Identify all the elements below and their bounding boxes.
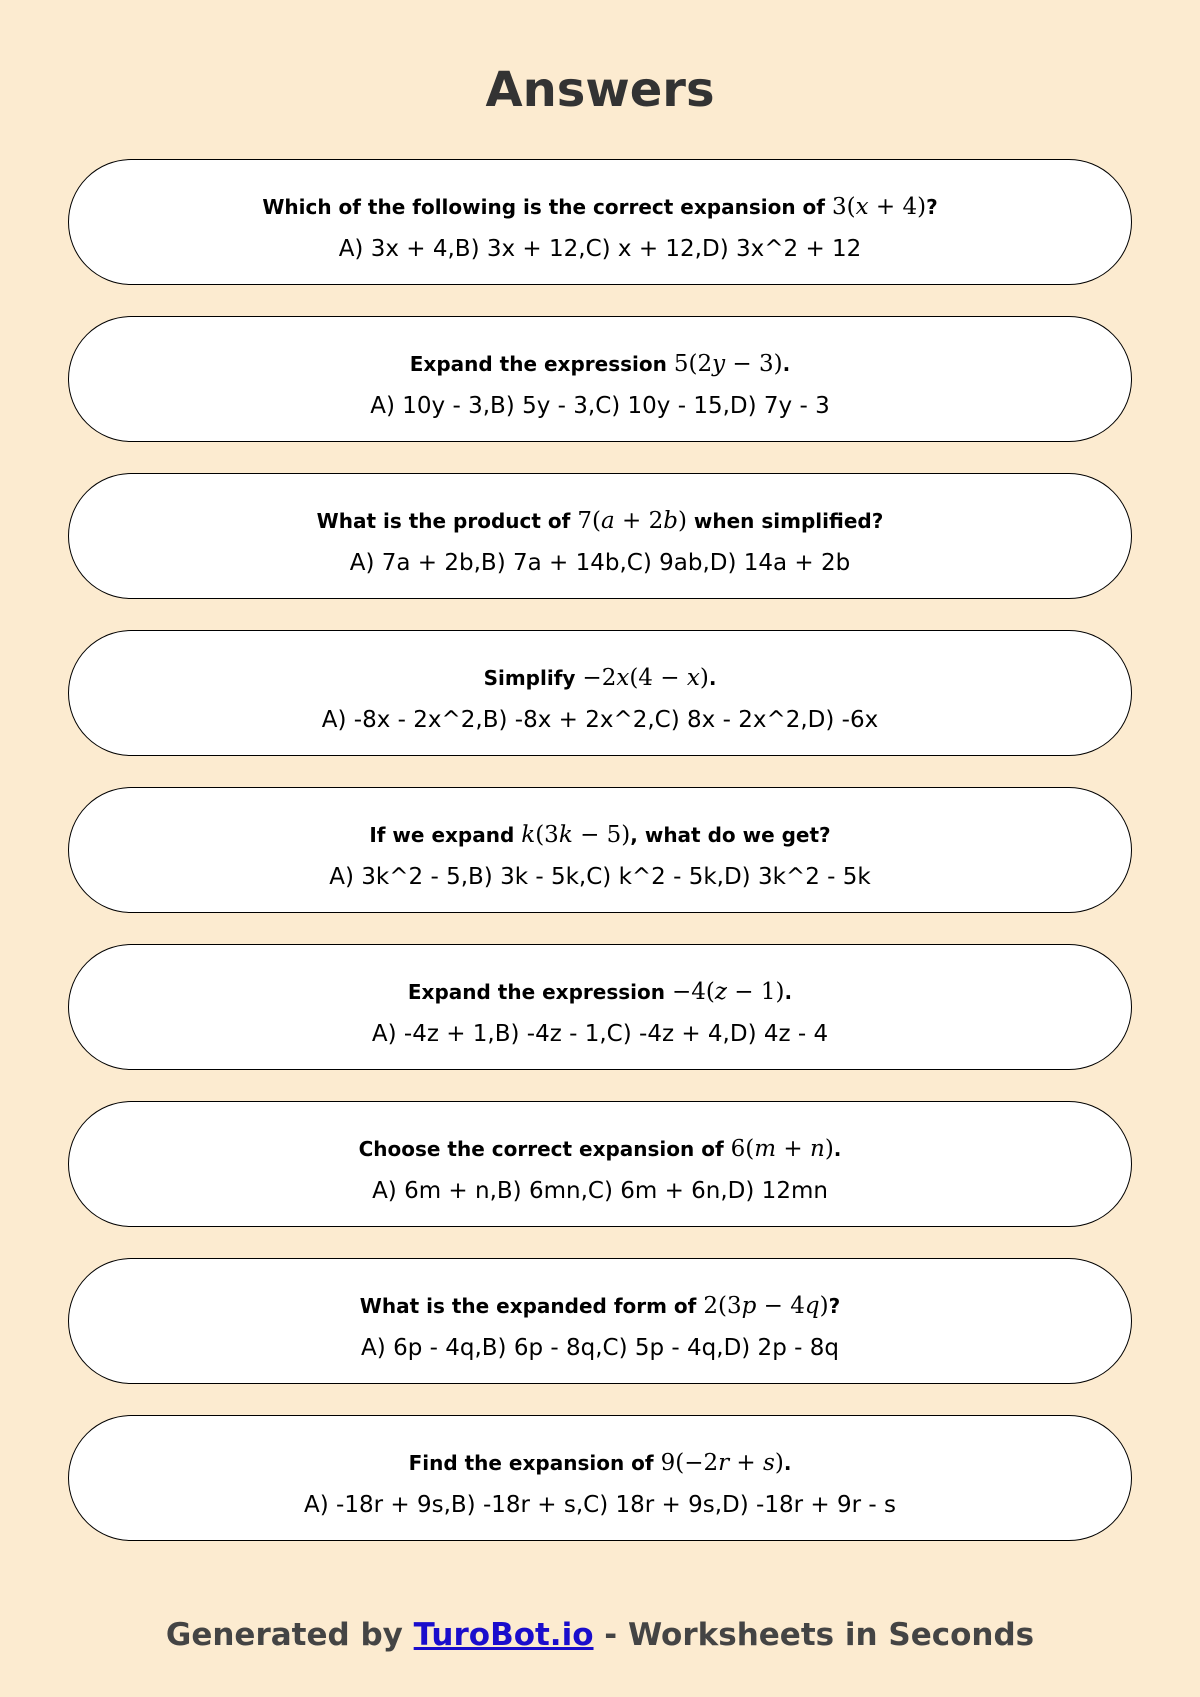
math-expression: 9(−2r + s) xyxy=(660,1450,784,1476)
question-card-8 xyxy=(68,1258,1132,1384)
answer-options: A) 7a + 2b,B) 7a + 14b,C) 9ab,D) 14a + 2b xyxy=(349,550,851,576)
question-suffix: . xyxy=(783,1451,792,1475)
turobot-link[interactable]: TuroBot.io xyxy=(413,1617,594,1653)
question-prefix: Choose the correct expansion of xyxy=(358,1137,724,1161)
question-text xyxy=(69,349,1131,379)
question-text xyxy=(69,506,1131,536)
question-card-1 xyxy=(68,159,1132,285)
answer-options: A) 6m + n,B) 6mn,C) 6m + 6n,D) 12mn xyxy=(372,1178,828,1204)
question-suffix: ? xyxy=(926,195,938,219)
footer-suffix: - Worksheets in Seconds xyxy=(593,1617,1035,1653)
answer-options: A) -4z + 1,B) -4z - 1,C) -4z + 4,D) 4z - 4 xyxy=(371,1021,829,1047)
question-text xyxy=(69,977,1131,1007)
answer-list xyxy=(68,159,1132,1572)
question-suffix: , what do we get? xyxy=(630,823,831,847)
question-text xyxy=(69,1291,1131,1321)
question-suffix: ? xyxy=(828,1294,841,1318)
answer-options: A) -18r + 9s,B) -18r + s,C) 18r + 9s,D) -18r + 9r - s xyxy=(304,1492,896,1518)
question-suffix: when simplified? xyxy=(686,509,884,533)
question-prefix: Which of the following is the correct expansion of xyxy=(262,195,825,219)
answer-options: A) 3x + 4,B) 3x + 12,C) x + 12,D) 3x^2 + 12 xyxy=(338,236,862,262)
question-text xyxy=(69,1448,1131,1478)
question-suffix: . xyxy=(784,980,793,1004)
question-suffix: . xyxy=(708,666,717,690)
question-prefix: What is the product of xyxy=(316,509,571,533)
question-text xyxy=(69,192,1131,222)
answer-options: A) 3k^2 - 5,B) 3k - 5k,C) k^2 - 5k,D) 3k^2 - 5k xyxy=(329,864,871,890)
question-suffix: . xyxy=(833,1137,842,1161)
question-card-3 xyxy=(68,473,1132,599)
footer-prefix: Generated by xyxy=(165,1617,414,1653)
question-card-4 xyxy=(68,630,1132,756)
math-expression: 5(2y − 3) xyxy=(673,351,783,377)
question-card-7 xyxy=(68,1101,1132,1227)
question-text xyxy=(69,663,1131,693)
question-prefix: Simplify xyxy=(483,666,576,690)
math-expression: k(3k − 5) xyxy=(521,822,631,848)
question-card-6 xyxy=(68,944,1132,1070)
math-expression: −4(z − 1) xyxy=(671,979,785,1005)
question-card-2 xyxy=(68,316,1132,442)
question-suffix: . xyxy=(782,352,791,376)
question-prefix: Expand the expression xyxy=(409,352,667,376)
footer xyxy=(0,1617,1200,1653)
math-expression: 2(3p − 4q) xyxy=(703,1293,829,1319)
math-expression: 6(m + n) xyxy=(730,1136,834,1162)
question-prefix: If we expand xyxy=(369,823,515,847)
answer-options: A) 10y - 3,B) 5y - 3,C) 10y - 15,D) 7y - 3 xyxy=(370,393,830,419)
question-card-9 xyxy=(68,1415,1132,1541)
question-card-5 xyxy=(68,787,1132,913)
math-expression: 3(x + 4) xyxy=(831,194,927,220)
answer-options: A) 6p - 4q,B) 6p - 8q,C) 5p - 4q,D) 2p - 8q xyxy=(361,1335,839,1361)
question-prefix: Expand the expression xyxy=(407,980,665,1004)
page-title: Answers xyxy=(485,62,715,118)
question-prefix: What is the expanded form of xyxy=(359,1294,697,1318)
question-text xyxy=(69,1134,1131,1164)
math-expression: −2x(4 − x) xyxy=(582,665,709,691)
answer-options: A) -8x - 2x^2,B) -8x + 2x^2,C) 8x - 2x^2,D) -6x xyxy=(321,707,879,733)
question-text xyxy=(69,820,1131,850)
question-prefix: Find the expansion of xyxy=(408,1451,654,1475)
math-expression: 7(a + 2b) xyxy=(577,508,687,534)
